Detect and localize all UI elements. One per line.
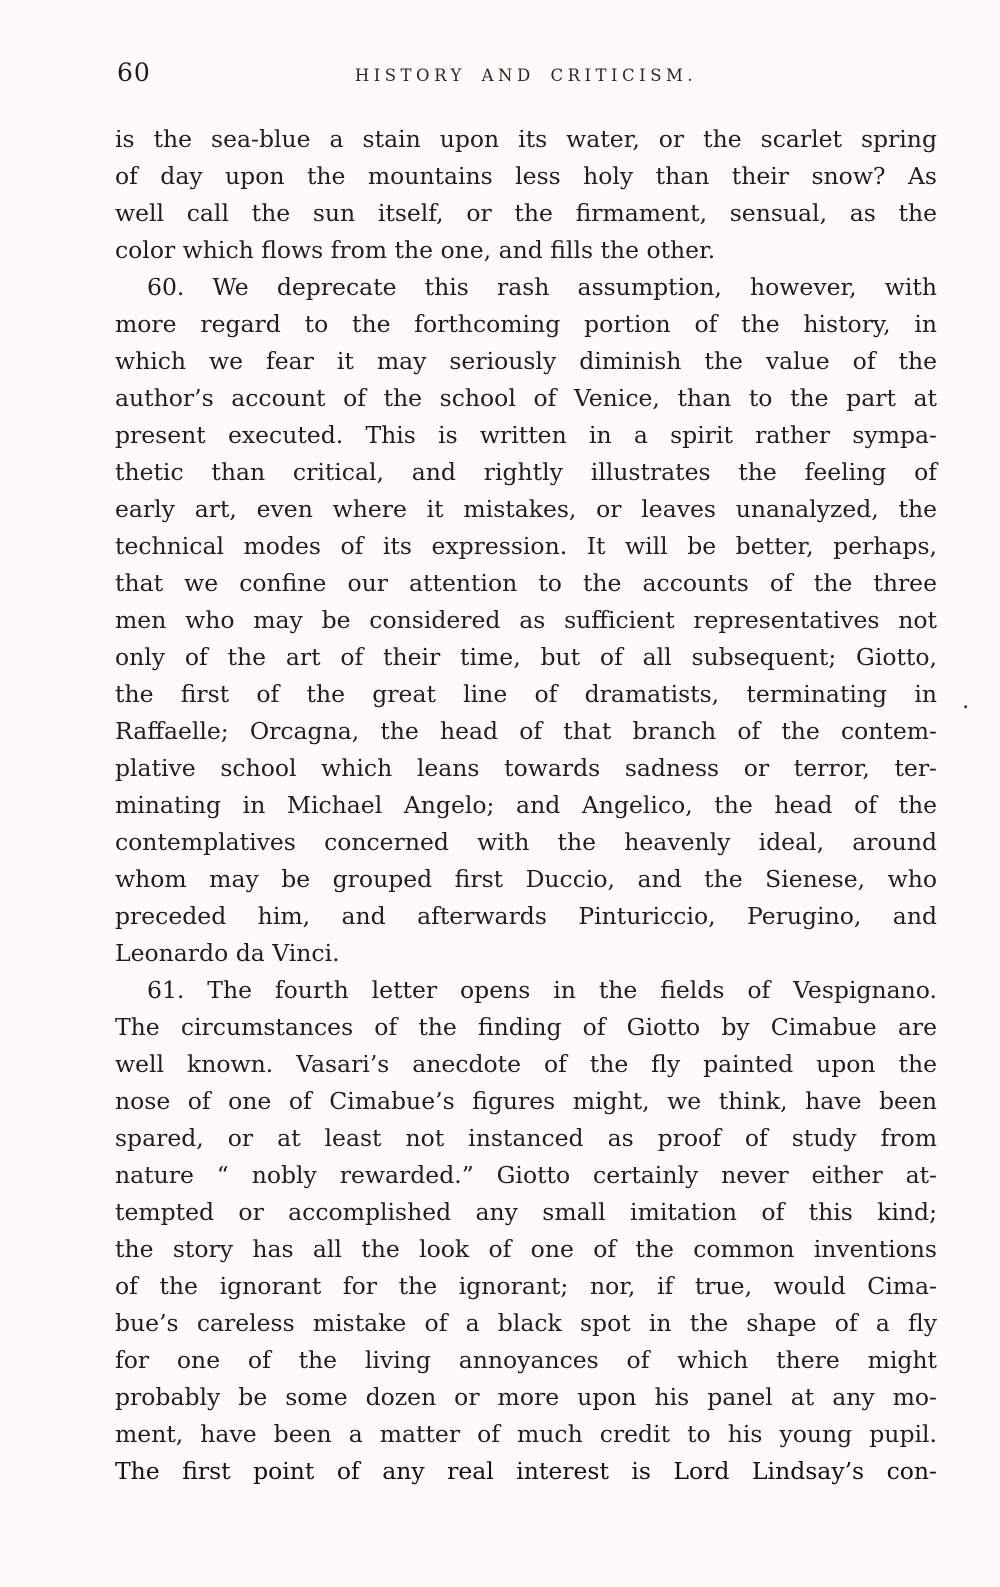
text-line: minating in Michael Angelo; and Angelico, the head of the xyxy=(115,791,937,819)
paragraph xyxy=(115,972,937,1490)
text-line: Leonardo da Vinci. xyxy=(115,939,340,967)
text-line: The circumstances of the finding of Giotto by Cimabue are xyxy=(115,1013,937,1041)
text-line: well call the sun itself, or the firmament, sensual, as the xyxy=(115,199,937,227)
running-title: HISTORY AND CRITICISM. xyxy=(354,66,698,85)
body-text xyxy=(115,121,937,1490)
text-line: ment, have been a matter of much credit to his young pupil. xyxy=(115,1420,937,1448)
text-line: the story has all the look of one of the common inventions xyxy=(115,1235,937,1263)
text-line: color which flows from the one, and fills the other. xyxy=(115,236,716,264)
text-line: Raffaelle; Orcagna, the head of that branch of the contem- xyxy=(115,717,937,745)
text-line: is the sea-blue a stain upon its water, or the scarlet spring xyxy=(115,125,937,153)
text-line: technical modes of its expression. It will be better, perhaps, xyxy=(115,532,937,560)
text-line: bue’s careless mistake of a black spot in the shape of a fly xyxy=(115,1309,937,1337)
text-line: probably be some dozen or more upon his panel at any mo- xyxy=(115,1383,937,1411)
text-line: thetic than critical, and rightly illustrates the feeling of xyxy=(115,458,937,486)
paragraph xyxy=(115,269,937,972)
text-line: only of the art of their time, but of all subsequent; Giotto, xyxy=(115,643,937,671)
text-line: of day upon the mountains less holy than their snow? As xyxy=(115,162,937,190)
text-line: which we fear it may seriously diminish the value of the xyxy=(115,347,937,375)
page-header xyxy=(115,58,937,92)
scan-artifact-dot: . xyxy=(962,688,970,714)
text-line: early art, even where it mistakes, or leaves unanalyzed, the xyxy=(115,495,937,523)
text-line: more regard to the forthcoming portion of the history, in xyxy=(115,310,937,338)
text-line: whom may be grouped first Duccio, and the Sienese, who xyxy=(115,865,937,893)
text-line: spared, or at least not instanced as proof of study from xyxy=(115,1124,937,1152)
text-line: present executed. This is written in a spirit rather sympa- xyxy=(115,421,937,449)
text-line: nose of one of Cimabue’s figures might, we think, have been xyxy=(115,1087,937,1115)
text-line: well known. Vasari’s anecdote of the fly painted upon the xyxy=(115,1050,937,1078)
text-line: contemplatives concerned with the heavenly ideal, around xyxy=(115,828,937,856)
text-line: men who may be considered as sufficient representatives not xyxy=(115,606,937,634)
text-line: that we confine our attention to the accounts of the three xyxy=(115,569,937,597)
text-line: plative school which leans towards sadness or terror, ter- xyxy=(115,754,937,782)
paragraph xyxy=(115,121,937,269)
page-number: 60 xyxy=(117,58,151,87)
text-line: for one of the living annoyances of which there might xyxy=(115,1346,937,1374)
text-line: 61. The fourth letter opens in the fields of Vespignano. xyxy=(147,976,937,1004)
text-line: preceded him, and afterwards Pinturiccio, Perugino, and xyxy=(115,902,937,930)
text-line: nature “ nobly rewarded.” Giotto certainly never either at- xyxy=(115,1161,937,1189)
text-line: the first of the great line of dramatists, terminating in xyxy=(115,680,937,708)
text-line: of the ignorant for the ignorant; nor, if true, would Cima- xyxy=(115,1272,937,1300)
text-line: tempted or accomplished any small imitation of this kind; xyxy=(115,1198,937,1226)
text-line: The first point of any real interest is Lord Lindsay’s con- xyxy=(115,1457,937,1485)
text-line: 60. We deprecate this rash assumption, however, with xyxy=(147,273,937,301)
text-line: author’s account of the school of Venice, than to the part at xyxy=(115,384,937,412)
